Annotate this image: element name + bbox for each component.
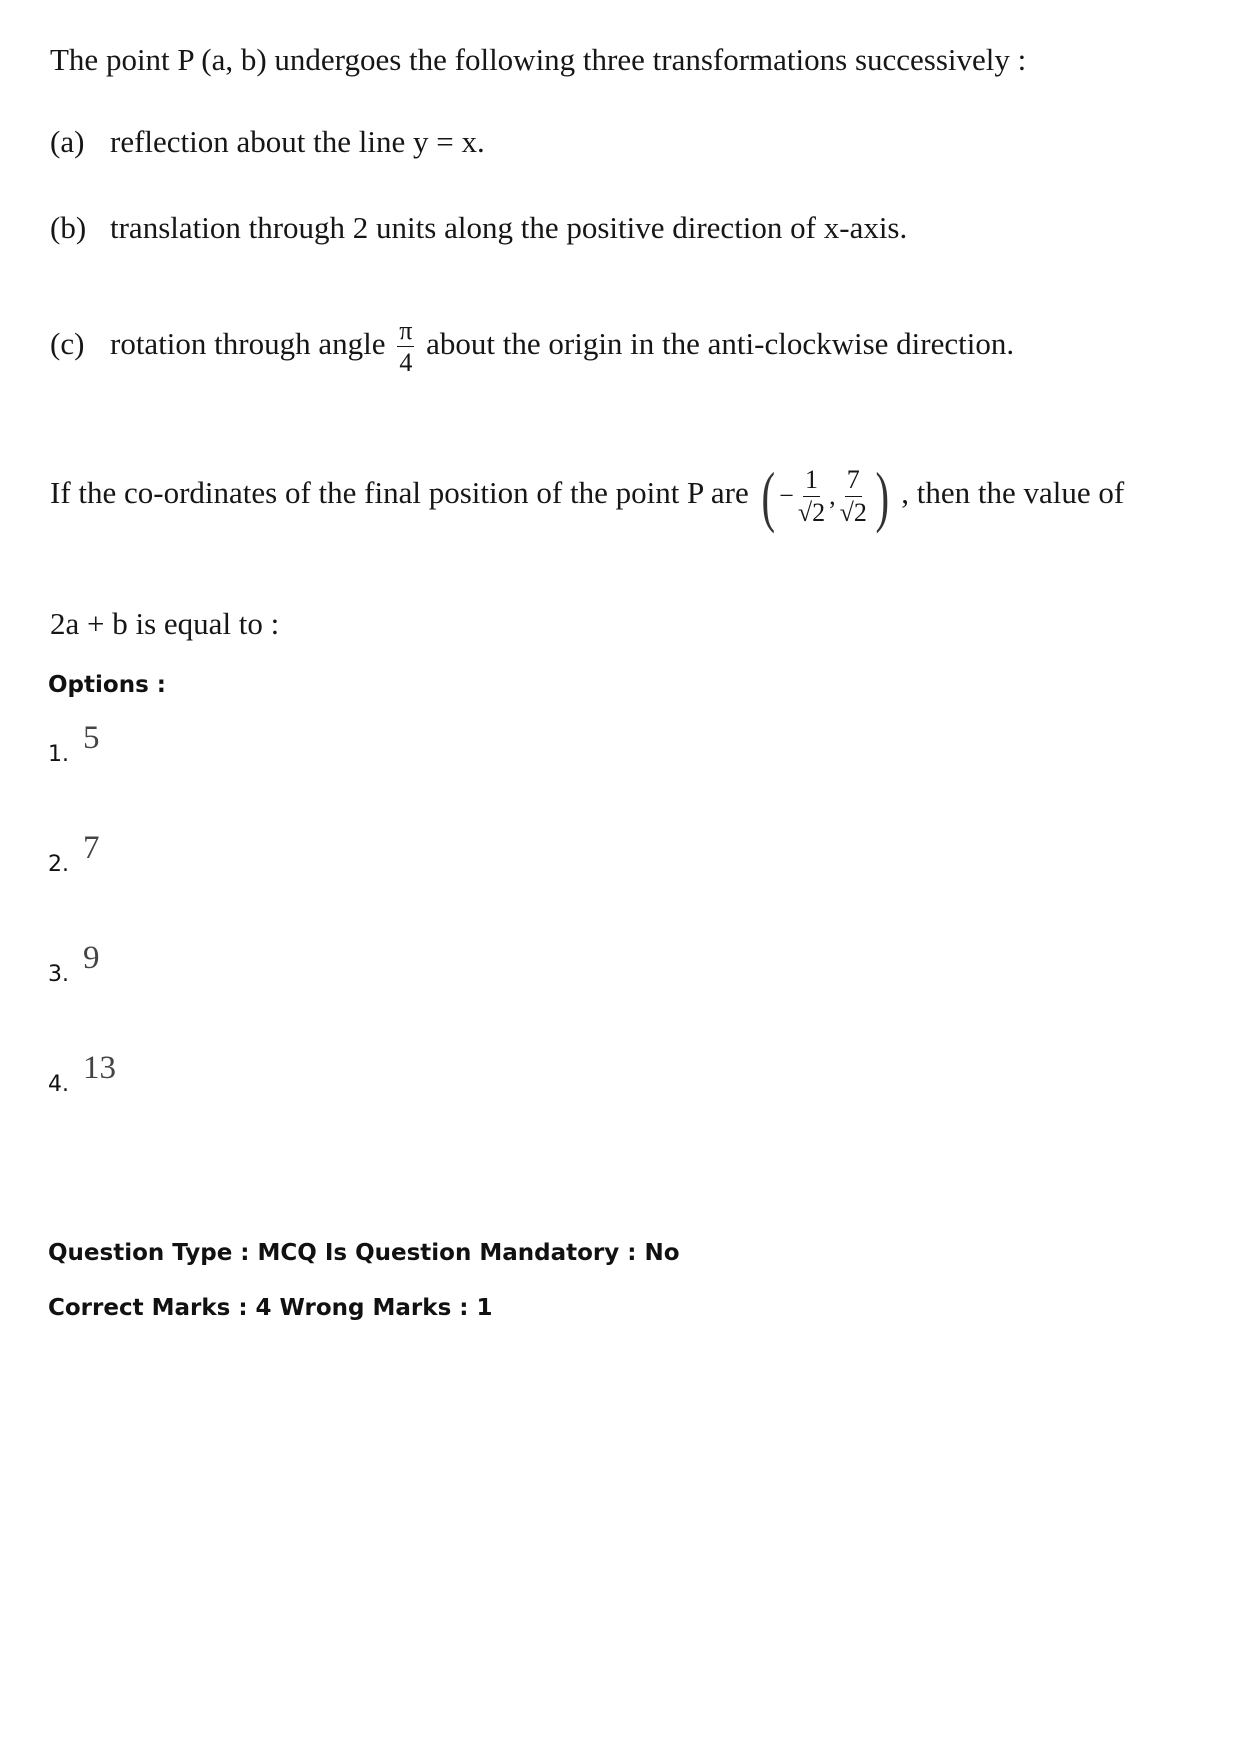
option-value: 7: [83, 830, 100, 866]
question-type-line: Question Type : MCQ Is Question Mandatory : No: [48, 1240, 680, 1266]
question-intro: The point P (a, b) undergoes the following three transformations successively :: [50, 42, 1027, 77]
option-number: 2.: [48, 852, 69, 877]
right-paren: ): [875, 458, 890, 534]
final-coordinates: [757, 458, 894, 534]
coord-x-fraction: [798, 466, 825, 526]
option-number: 4.: [48, 1072, 69, 1097]
coord-x-denominator: √2: [797, 497, 826, 527]
final-pre-text: If the co-ordinates of the final position of the point P are: [50, 475, 749, 511]
final-post-text: , then the value of: [901, 475, 1125, 511]
coord-y-fraction: [840, 466, 867, 526]
option-number: 1.: [48, 742, 69, 767]
step-label: (c): [50, 325, 85, 361]
step-text-post: about the origin in the anti-clockwise direction.: [426, 325, 1015, 361]
step-b: [50, 212, 907, 243]
question-ask: 2a + b is equal to :: [50, 606, 280, 641]
step-a: [50, 126, 485, 157]
option-value: 9: [83, 940, 100, 976]
left-paren: (: [761, 458, 775, 534]
step-text: rotation through angle: [110, 325, 386, 361]
step-label: (b): [50, 210, 87, 245]
coord-y-numerator: 7: [845, 466, 862, 496]
option-number: 3.: [48, 962, 69, 987]
step-text: translation through 2 units along the positive direction of x-axis.: [110, 210, 908, 245]
options-heading: Options :: [48, 672, 166, 698]
coord-x-numerator: 1: [803, 466, 820, 496]
fraction-numerator: π: [397, 317, 414, 347]
marks-line: Correct Marks : 4 Wrong Marks : 1: [48, 1295, 493, 1321]
fraction-denominator: 4: [399, 348, 413, 378]
coord-sign: −: [779, 481, 794, 510]
coord-y-denominator: √2: [839, 497, 867, 527]
angle-fraction: [397, 317, 414, 377]
coord-separator: ,: [829, 481, 836, 510]
step-c: [50, 317, 1014, 377]
option-value: 5: [83, 720, 100, 756]
step-label: (a): [50, 124, 85, 159]
step-text: reflection about the line y = x.: [110, 124, 485, 159]
final-position-line: [50, 458, 1125, 534]
option-value: 13: [83, 1050, 116, 1086]
